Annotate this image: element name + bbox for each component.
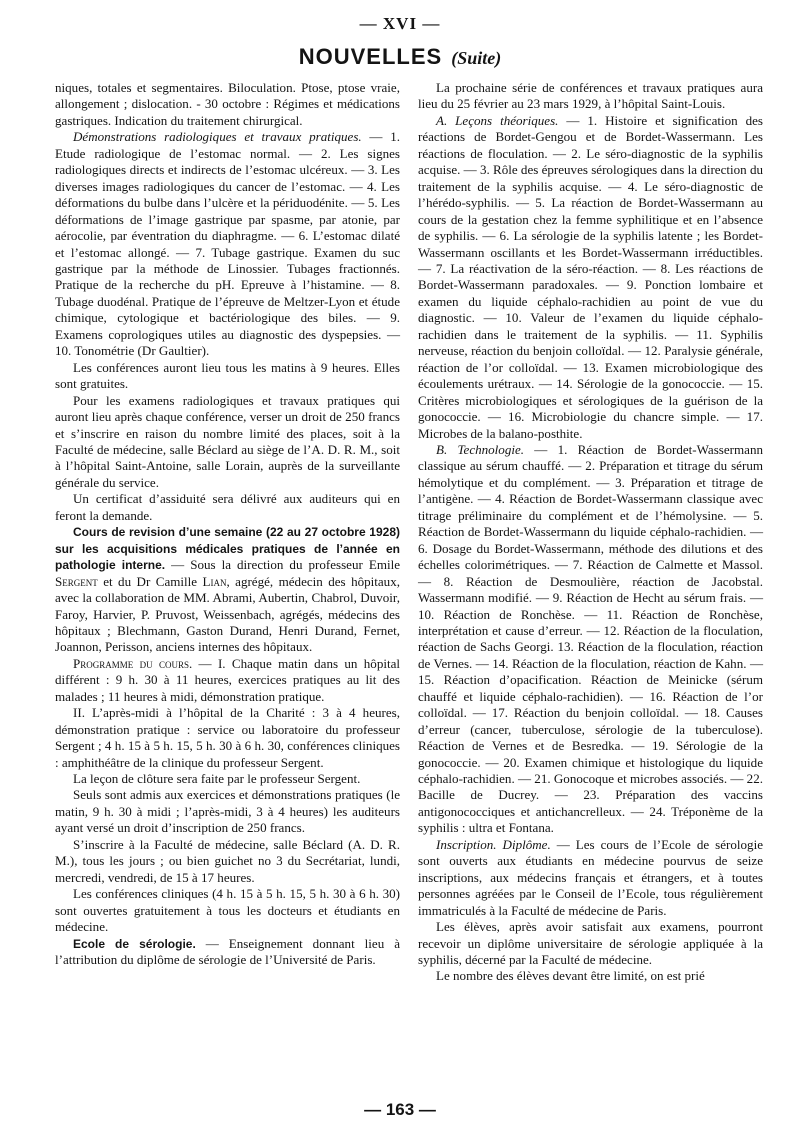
paragraph-inscrire: S’inscrire à la Faculté de médecine, salle Béclard (A. D. R. M.), tous les jours ; ou bien guichet no 3 du Secrétariat, lundi, mercredi, vendredi, de 15 à 17 heures.	[55, 836, 400, 885]
paragraph-demonstrations	[55, 129, 400, 359]
demonstrations-title: Démonstrations radiologiques et travaux pratiques.	[73, 129, 362, 145]
paragraph-regimes: niques, totales et segmentaires. Biloculation. Ptose, ptose vraie, allongement ; dislocation. - 30 octobre : Régimes et médications gastriques. Indication du traitement chirurgical.	[55, 80, 400, 128]
inscription-body: — Les cours de l’Ecole de sérologie sont ouverts aux étudiants en médecine pourvus de seize inscriptions, aux médecins français et étrangers, et à toutes personnes agréées par le Conseil de l’Ecole, tous régulièrement immatriculés à la Faculté de médecine de Paris.	[418, 836, 763, 918]
lecons-theoriques-body: — 1. Histoire et signification des réactions de Bordet-Gengou et de Bordet-Wassermann. Les réactions de floculation. — 2. Le séro-diagnostic de la syphilis acquise. — 3. Rôle des épreuves sérologiques dans la direction du traitement de la syphilis acquise. — 4. Le séro-diagnostic de l’hérédo-syphilis. — 5. La réaction de Bordet-Wassermann au cours de la gestation chez la femme syphilitique et en l’absence de syphilis. — 6. La sérologie de la syphilis latente ; les Bordet-Wassermann oscillants et les Bordet-Wassermann irréductibles. — 7. La réactivation de la séro-réaction. — 8. Les réactions de Bordet-Wassermann paradoxales. — 9. Ponction lombaire et examen du liquide céphalo-rachidien au point de vue du diagnostic. — 10. Valeur de l’examen du liquide céphalo-rachidien dans le traitement de la syphilis. — 11. Syphilis nerveuse, réaction du benjoin colloïdal. — 12. Paralysie générale, réaction de l’or colloïdal. — 13. Examen microbiologique des écoulements urétraux. — 14. Sérologie de la gonococcie. — 15. Critères microbiologiques et sérologiques de la guérison de la gonococcie. — 16. Microbiologie du chancre simple. — 17. Microbes de la balano-posthite.	[418, 112, 764, 441]
paragraph-examens: Pour les examens radiologiques et travaux pratiques qui auront lieu après chaque conférence, verser un droit de 250 francs et s’inscrire en raison du nombre limité des places, soit à la Faculté de médecine, salle Béclard au siège de l’A. D. R. M., soit à l’hôpital Saint-Antoine, salle Lorain, auprès de la surveillante générale du service.	[55, 392, 400, 490]
heading-suffix: (Suite)	[451, 48, 502, 68]
cours-revision-title: Cours de revision d’une semaine (22 au 27 octobre 1928) sur les acquisitions médicales pratiques de l’année en pathologie interne.	[55, 525, 400, 573]
paragraph-prochaine-serie: La prochaine série de conférences et travaux pratiques aura lieu du 25 février au 23 mars 1929, à l’hôpital Saint-Louis.	[418, 80, 763, 112]
paragraph-cours-revision	[55, 524, 400, 656]
ecole-serologie-title: Ecole de sérologie.	[73, 936, 196, 951]
technologie-body: — 1. Réaction de Bordet-Wassermann classique au sérum chauffé. — 2. Préparation et titrage du sérum hémolytique et du complément. — 3. Préparation et titrage de l’antigène. — 4. Réaction de Bordet-Wassermann classique avec titrage préliminaire du complément et de l’hémolysine. — 5. Réaction de Bordet-Wassermann du liquide céphalo-rachidien. — 6. Dosage du Bordet-Wassermann, méthode des dilutions et des échelles colorimétriques. — 7. Réaction de Calmette et Massol. — 8. Réaction de Desmoulière, réaction de Jacobstal. Wassermann modifié. — 9. Réaction de Hecht au sérum frais. — 10. Réaction de Ronchèse. — 11. Réaction de Ronchèse, interprétation et cause d’erreur. — 12. Réaction de la floculation, réaction de Sachs Georgi. 13. Réaction de la floculation, réaction de Vernes. — 14. Réaction de la floculation, réaction de Kahn. — 15. Réaction d’opacification. Réaction de Meinicke (sérum chauffé et liquide céphalo-rachidien). — 16. Réaction de l’or colloïdal. — 17. Réaction du benjoin colloïdal. — 18. Causes d’erreur (cancer, tuberculose, sérologie de la tuberculose). Réaction de Vernes et de Besredka. — 19. Sérologie de la gonococcie. — 20. Examen chimique et histologique du liquide céphalo-rachidien. — 21. Gonocoque et microbes associés. — 22. Bacille de Ducrey. — 23. Préparation des vaccins antigonococciques et antichancrelleux. — 24. Tréponème de la syphilis : ultra et Fontana.	[418, 441, 763, 836]
paragraph-conferences: Les conférences auront lieu tous les matins à 9 heures. Elles sont gratuites.	[55, 359, 400, 392]
section-heading	[0, 44, 800, 70]
ecole-serologie-body: — Enseignement donnant lieu à l’attribution du diplôme de sérologie de l’Université de Paris.	[55, 935, 401, 968]
technologie-label: B. Technologie.	[436, 441, 525, 457]
programme-label: Programme du cours.	[73, 655, 193, 671]
paragraph-certificat: Un certificat d’assiduité sera délivré aux auditeurs qui en feront la demande.	[55, 491, 400, 523]
name-lian: Lian	[202, 573, 227, 589]
cours-text-rest: , agrégé, médecin des hôpitaux, avec la collaboration de MM. Abrami, Aubertin, Chabrol, Duvoir, Faroy, Harvier, P. Pruvost, Weissenbach, agrégés, médecins des hôpitaux ; Blechmann, Gaston Durand, Henri Durand, Fernet, Joannon, Perisson, anciens internes des hôpitaux.	[55, 573, 400, 655]
paragraph-technologie	[418, 442, 763, 837]
paragraph-conferences-cliniques: Les conférences cliniques (4 h. 15 à 5 h. 15, 5 h. 30 à 6 h. 30) sont ouvertes gratuitement à tous les docteurs et étudiants en médecine.	[55, 886, 400, 935]
programme-body: — I. Chaque matin dans un hôpital différent : 9 h. 30 à 11 heures, exercices pratiques au lit des malades ; 11 heures à midi, démonstration pratique.	[55, 655, 401, 704]
page-number: — 163 —	[364, 1100, 436, 1119]
paragraph-lecons-theoriques	[418, 113, 763, 442]
left-column	[55, 80, 400, 968]
paragraph-seuls-admis: Seuls sont admis aux exercices et démonstrations pratiques (le matin, 9 h. 30 à midi ; l’après-midi, 3 à 4 heures) les auditeurs ayant versé un droit d’inscription de 250 francs.	[55, 787, 400, 836]
paragraph-ecole-serologie	[55, 936, 400, 969]
paragraph-eleves: Les élèves, après avoir satisfait aux examens, pourront recevoir un diplôme universitaire de sérologie appliquée à la syphilis, décerné par la Faculté de médecine.	[418, 919, 763, 968]
paragraph-lecon-cloture: La leçon de clôture sera faite par le professeur Sergent.	[73, 771, 361, 787]
heading-title: NOUVELLES	[298, 44, 443, 69]
paragraph-inscription-diplome	[418, 837, 763, 919]
name-sergent: Sergent	[55, 573, 98, 589]
inscription-label: Inscription. Diplôme.	[436, 836, 551, 852]
cours-text-pre: — Sous la direction du professeur Emile	[165, 557, 401, 573]
lecons-theoriques-label: A. Leçons théoriques.	[436, 112, 559, 128]
paragraph-programme	[55, 656, 400, 705]
demonstrations-body: — 1. Etude radiologique de l’estomac normal. — 2. Les signes radiologiques directs et indirects de l’estomac ulcéreux. — 3. Les diverses images radiologiques du cancer de l’estomac. — 4. Les déformations du bulbe dans l’ulcère et la périduodénite. — 5. Les déformations de l’image gastrique par spasme, par atonie, par aérocolie, par éventration du diaphragme. — 6. L’estomac dilaté et l’estomac allongé. — 7. Tubage gastrique. Examen du suc gastrique par la méthode de Linossier. Tubages fractionnés. Pratique de la recherche du pH. Epreuve à l’histamine. — 8. Tubage duodénal. Pratique de l’épreuve de Meltzer-Lyon et étude chimique, cytologique et bactériologique des biles. — 9. Examens coprologiques utiles au diagnostic des dyspepsies. — 10. Tonométrie (Dr Gaultier).	[55, 129, 401, 359]
right-column	[418, 80, 763, 985]
cours-text-mid: et du Dr Camille	[97, 573, 203, 589]
paragraph-apres-midi: II. L’après-midi à l’hôpital de la Charité : 3 à 4 heures, démonstration pratique : service ou laboratoire du professeur Sergent ; 4 h. 15 à 5 h. 15, 5 h. 30 à 6 h. 30, conférences cliniques : amphithéâtre de la clinique du professeur Sergent.	[55, 705, 400, 770]
paragraph-nombre-eleves: Le nombre des élèves devant être limité, on est prié	[436, 968, 705, 984]
roman-page-number: — XVI —	[359, 14, 441, 33]
